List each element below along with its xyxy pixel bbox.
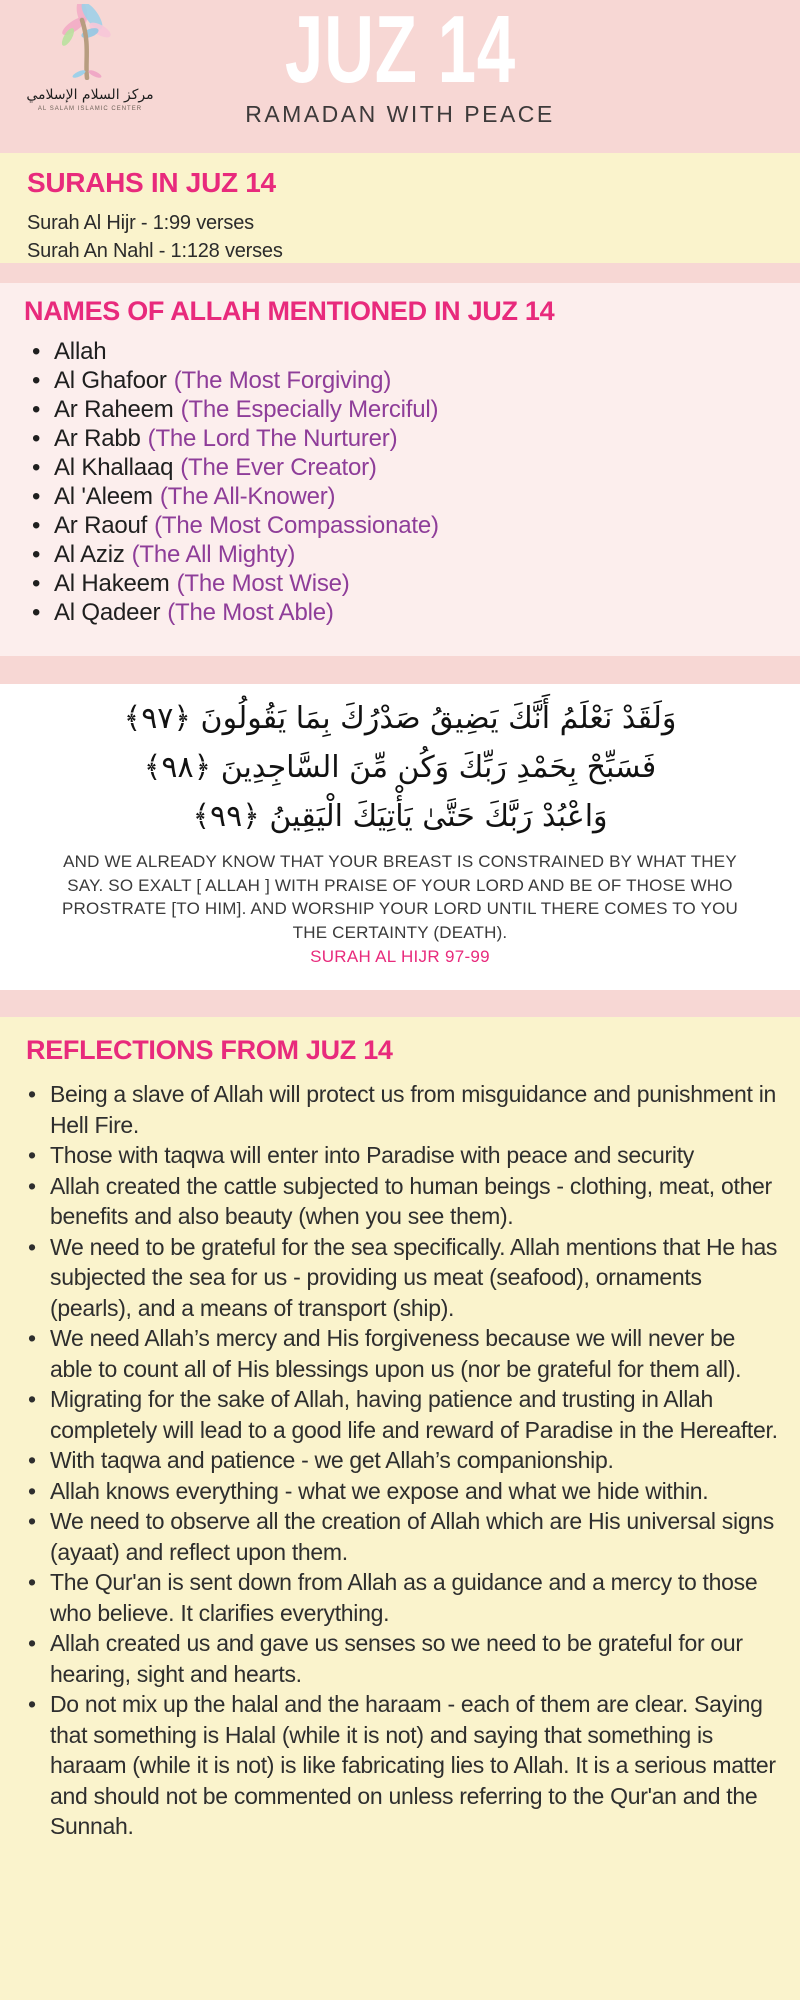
reflection-text: With taqwa and patience - we get Allah’s companionship.	[50, 1447, 614, 1473]
verse-translation: AND WE ALREADY KNOW THAT YOUR BREAST IS CONSTRAINED BY WHAT THEY SAY. SO EXALT [ ALLAH ] WITH PRAISE OF YOUR LORD AND BE OF THOSE WHO PROSTRATE [TO HIM]. AND WORSHIP YOUR LORD UNTIL THERE COMES TO YOU THE CERTAINTY (DEATH).	[62, 852, 738, 942]
page-subtitle: RAMADAN WITH PEACE	[245, 101, 555, 127]
reflections-list	[26, 1079, 780, 1842]
arabic-verses	[0, 694, 800, 841]
reflection-item	[50, 1689, 780, 1842]
reflection-text: Do not mix up the halal and the haraam - each of them are clear. Saying that something is Halal (while it is not) and saying that something is haraam (while it is not) is like fabricating lies to Allah. It is a serious matter and should not be commented on unless referring to the Qur'an and the Sunnah.	[50, 1691, 776, 1839]
surah-list-item: Surah An Nahl - 1:128 verses	[27, 240, 283, 262]
reflection-item	[50, 1140, 780, 1171]
logo-english-name: AL SALAM ISLAMIC CENTER	[37, 106, 143, 112]
allah-name-meaning: (The Ever Creator)	[180, 454, 377, 481]
reflections-section	[0, 1017, 800, 2000]
allah-name: Al 'Aleem	[54, 483, 153, 510]
reflections-heading: REFLECTIONS FROM JUZ 14	[26, 1035, 393, 1065]
pink-divider-band	[0, 263, 800, 283]
allah-name: Al Aziz	[54, 541, 125, 568]
allah-name-meaning: (The All Mighty)	[131, 541, 296, 568]
reflection-text: We need Allah’s mercy and His forgiveness because we will never be able to count all of His blessings upon us (nor be grateful for them all).	[50, 1325, 742, 1382]
pink-divider-band	[0, 656, 800, 684]
names-heading: NAMES OF ALLAH MENTIONED IN JUZ 14	[24, 296, 555, 326]
reflection-item	[50, 1445, 780, 1476]
name-of-allah-item	[54, 424, 800, 453]
surahs-heading: SURAHS IN JUZ 14	[27, 167, 276, 198]
reflection-text: Being a slave of Allah will protect us from misguidance and punishment in Hell Fire.	[50, 1081, 777, 1138]
allah-name-meaning: (The Lord The Nurturer)	[147, 425, 398, 452]
name-of-allah-item	[54, 569, 800, 598]
name-of-allah-item	[54, 453, 800, 482]
allah-name-meaning: (The Most Compassionate)	[154, 512, 439, 539]
allah-name: Ar Raouf	[54, 512, 148, 539]
verse-section	[0, 684, 800, 990]
names-list	[24, 337, 800, 627]
reflection-text: Those with taqwa will enter into Paradise with peace and security	[50, 1142, 695, 1168]
reflection-item	[50, 1079, 780, 1140]
reflection-text: Migrating for the sake of Allah, having patience and trusting in Allah completely will lead to a good life and reward of Paradise in the Hereafter.	[50, 1386, 778, 1443]
arabic-verse-line: فَسَبِّحْ بِحَمْدِ رَبِّكَ وَكُن مِّنَ السَّاجِدِينَ ﴿٩٨﴾	[143, 750, 657, 785]
logo-arabic-name: مركز السلام الإسلامي	[26, 87, 154, 103]
page-title: JUZ 14	[284, 0, 516, 103]
reflection-item	[50, 1232, 780, 1324]
name-of-allah-item	[54, 540, 800, 569]
reflection-text: We need to be grateful for the sea specifically. Allah mentions that He has subjected the sea for us - providing us meat (seafood), ornaments (pearls), and a means of transport (ship).	[50, 1233, 778, 1321]
allah-name-meaning: (The Most Forgiving)	[173, 367, 392, 394]
allah-name-meaning: (The Most Able)	[167, 599, 334, 626]
allah-name: Allah	[54, 338, 107, 365]
name-of-allah-item	[54, 511, 800, 540]
allah-name: Al Qadeer	[54, 599, 161, 626]
reflection-text: The Qur'an is sent down from Allah as a guidance and a mercy to those who believe. It clarifies everything.	[50, 1569, 758, 1626]
allah-name-meaning: (The All-Knower)	[159, 483, 336, 510]
arabic-verse-line: وَاعْبُدْ رَبَّكَ حَتَّىٰ يَأْتِيَكَ الْيَقِينُ ﴿٩٩﴾	[192, 799, 608, 834]
reflection-text: We need to observe all the creation of Allah which are His universal signs (ayaat) and reflect upon them.	[50, 1508, 774, 1565]
surahs-section	[0, 153, 800, 263]
surah-list-item: Surah Al Hijr - 1:99 verses	[27, 212, 254, 234]
reflection-item	[50, 1476, 780, 1507]
pink-divider-band	[0, 990, 800, 1017]
verse-reference: SURAH AL HIJR 97-99	[310, 947, 490, 966]
name-of-allah-item	[54, 598, 800, 627]
names-of-allah-section	[0, 283, 800, 656]
name-of-allah-item	[54, 482, 800, 511]
allah-name-meaning: (The Especially Merciful)	[180, 396, 439, 423]
allah-name: Al Hakeem	[54, 570, 170, 597]
surah-list	[27, 209, 800, 263]
allah-name: Al Khallaaq	[54, 454, 174, 481]
reflection-text: Allah knows everything - what we expose and what we hide within.	[50, 1477, 709, 1504]
allah-name: Al Ghafoor	[54, 367, 167, 394]
reflection-text: Allah created us and gave us senses so we need to be grateful for our hearing, sight and hearts.	[50, 1630, 743, 1687]
allah-name: Ar Raheem	[54, 396, 174, 423]
reflection-item	[50, 1506, 780, 1567]
header	[0, 0, 800, 153]
reflection-item	[50, 1384, 780, 1445]
name-of-allah-item	[54, 366, 800, 395]
allah-name-meaning: (The Most Wise)	[176, 570, 350, 597]
reflection-text: Allah created the cattle subjected to human beings - clothing, meat, other benefits and also beauty (when you see them).	[50, 1172, 772, 1229]
reflection-item	[50, 1171, 780, 1232]
name-of-allah-item	[54, 395, 800, 424]
allah-name: Ar Rabb	[54, 425, 141, 452]
arabic-verse-line: وَلَقَدْ نَعْلَمُ أَنَّكَ يَضِيقُ صَدْرُكَ بِمَا يَقُولُونَ ﴿٩٧﴾	[123, 701, 677, 736]
reflection-item	[50, 1323, 780, 1384]
reflection-item	[50, 1628, 780, 1689]
name-of-allah-item	[54, 337, 800, 366]
reflection-item	[50, 1567, 780, 1628]
